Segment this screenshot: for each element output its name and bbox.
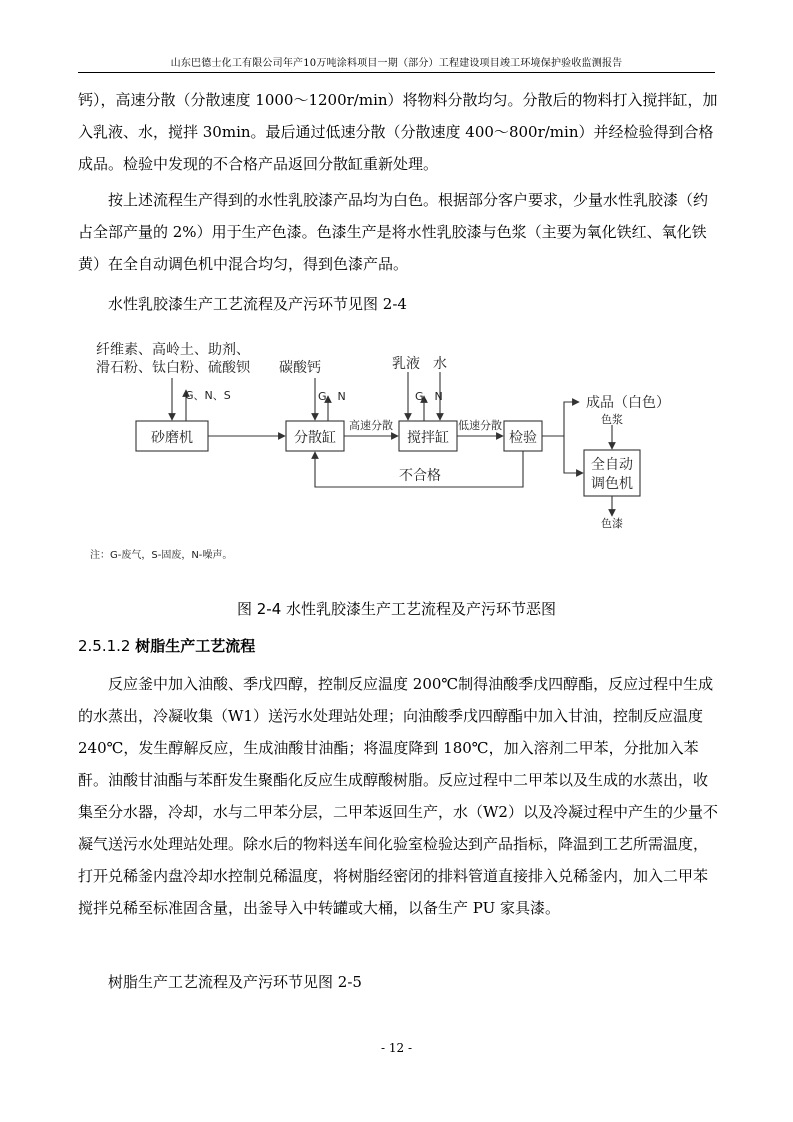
section-number: 2.5.1.2	[78, 637, 131, 655]
emission-gn-disperser-label: G、N	[318, 390, 346, 403]
disperser-label: 分散缸	[294, 430, 336, 446]
figure-reference-2-5: 树脂生产工艺流程及产污环节见图 2-5	[108, 973, 362, 991]
raw-materials-label-1: 纤维素、高岭土、助剂、	[96, 342, 250, 358]
paragraph-resin-process: 反应釜中加入油酸、季戊四醇，控制反应温度 200℃制得油酸季戊四醇酯，反应过程中生成的水蒸出，冷凝收集（W1）送污水处理站处理；向油酸季戊四醇酯中加入甘油，控制反应温度 240℃，发生醇解反应，生成油酸甘油酯；将温度降到 180℃，加入溶剂二甲苯，分批加入苯酐。油酸甘油酯与苯酐发生聚酯化反应生成醇酸树脂。反应过程中二甲苯以及生成的水蒸出，收集至分水器，冷却，水与二甲苯分层，二甲苯返回生产，水（W2）以及冷凝过程中产生的少量不凝气送污水处理站处理。除水后的物料送车间化验室检验达到产品指标，降温到工艺所需温度，打开兑稀釜内盘冷却水控制兑稀温度，将树脂经密闭的排料管道直接排入兑稀釜内，加入二甲苯搅拌兑稀至标准固含量，出釜导入中转罐或大桶，以备生产 PU 家具漆。	[78, 675, 718, 917]
sand-mill-label: 砂磨机	[151, 430, 193, 446]
mixer-label: 搅拌缸	[407, 430, 449, 446]
figure-reference-2-4: 水性乳胶漆生产工艺流程及产污环节见图 2-4	[108, 295, 407, 313]
paragraph-color-paint: 按上述流程生产得到的水性乳胶漆产品均为白色。根据部分客户要求，少量水性乳胶漆（约占全部产量的 2%）用于生产色漆。色漆生产是将水性乳胶漆与色浆（主要为氧化铁红、氧化铁黄）在全自动调色机中混合均匀，得到色漆产品。	[78, 191, 709, 273]
high-speed-dispersion-label: 高速分散	[349, 419, 393, 432]
report-header: 山东巴德士化工有限公司年产10万吨涂料项目一期（部分）工程建设项目竣工环境保护验收监测报告	[170, 58, 623, 69]
low-speed-dispersion-label: 低速分散	[458, 419, 502, 432]
auto-color-mixer-label-1: 全自动	[591, 457, 633, 473]
water-label: 水	[433, 356, 447, 372]
auto-color-mixer-label-2: 调色机	[591, 476, 633, 492]
emission-gn-mixer-label: G、N	[415, 390, 443, 403]
rejected-label: 不合格	[399, 468, 441, 484]
process-flow-diagram	[90, 330, 710, 570]
header-divider	[78, 72, 715, 73]
inspection-label: 检验	[509, 430, 537, 446]
raw-materials-label-2: 滑石粉、钛白粉、硫酸钡	[96, 360, 250, 376]
figure-caption: 图 2-4 水性乳胶漆生产工艺流程及产污环节恶图	[236, 600, 557, 618]
section-heading	[78, 630, 255, 662]
emulsion-label: 乳液	[392, 356, 420, 372]
emission-gns-label: G、N、S	[185, 389, 231, 402]
color-paint-label: 色漆	[601, 517, 623, 530]
product-label: 成品（白色）	[586, 395, 670, 411]
color-paste-label: 色浆	[601, 413, 623, 426]
paragraph-dispersion: 钙），高速分散（分散速度 1000～1200r/min）将物料分散均匀。分散后的物料打入搅拌缸，加入乳液、水，搅拌 30min。最后通过低速分散（分散速度 400～800r/min）并经检验得到合格成品。检验中发现的不合格产品返回分散缸重新处理。	[78, 91, 718, 173]
page-number: - 12 -	[380, 1041, 412, 1055]
calcium-carbonate-label: 碳酸钙	[279, 360, 321, 376]
section-title: 树脂生产工艺流程	[135, 637, 256, 655]
diagram-note: 注：G-废气，S-固废，N-噪声。	[90, 550, 233, 561]
